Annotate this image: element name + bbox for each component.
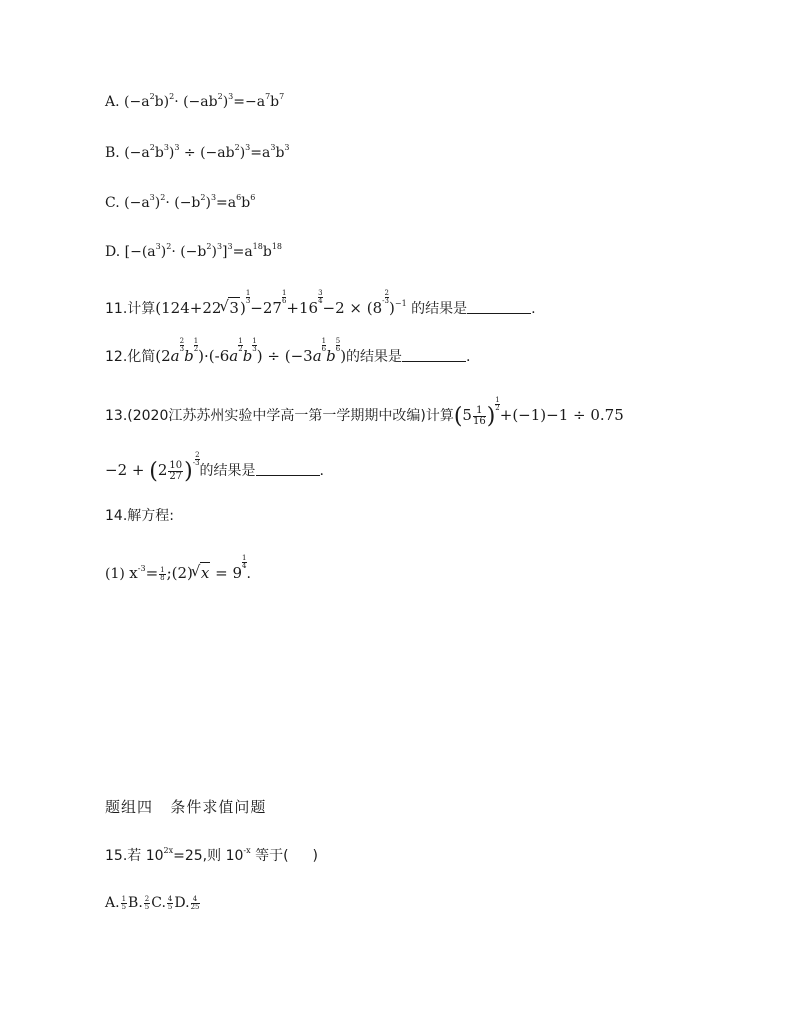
q14-part2-label: ;(2) xyxy=(166,564,193,582)
q11-suffix: 的结果是 xyxy=(411,301,468,317)
section-subtitle: 条件求值问题 xyxy=(170,798,267,816)
question-11 xyxy=(105,290,536,319)
q12-number: 12. xyxy=(105,349,128,365)
q14-equation-2: √ x = 9 $\frac{1}{4}$ xyxy=(193,564,247,582)
q15-text-c: 等于( xyxy=(255,848,289,864)
q12-end: . xyxy=(466,349,471,365)
q15-number: 15. xyxy=(105,848,128,864)
q15-opt-b-label: B. xyxy=(128,895,143,911)
question-14 xyxy=(105,506,174,526)
q14-text: 解方程: xyxy=(127,508,174,524)
q13-source: (2020江苏苏州实验中学高一第一学期期中改编) xyxy=(127,408,426,424)
option-c-expr: $(-a^3)^2\cdot (-b^2)^3=a^6b^6$ xyxy=(124,193,256,211)
q14-end: . xyxy=(246,566,251,582)
option-a xyxy=(105,92,284,112)
q11-answer-blank[interactable] xyxy=(467,301,531,314)
q13-verb: 计算 xyxy=(425,408,454,424)
q15-opt-c-value[interactable]: $\frac{4}{5}$ xyxy=(167,894,173,911)
q15-exp-b: -x xyxy=(243,846,251,855)
q13-answer-blank[interactable] xyxy=(256,463,320,476)
option-a-label: A. xyxy=(105,94,120,110)
q13-number: 13. xyxy=(105,408,128,424)
question-15 xyxy=(105,846,318,866)
question-14-equations xyxy=(105,555,251,584)
section-heading xyxy=(105,797,266,817)
q15-opt-a-label: A. xyxy=(105,895,120,911)
option-d-expr: $[-(a^3)^2\cdot (-b^2)^3]^3=a^{18}b^{18}$ xyxy=(124,242,283,260)
q13-expression-part1: (5 $\frac{1}{16}$ ) $\frac{1}{2}$ +(−1)−1 ÷ 0.75 xyxy=(453,396,624,429)
q14-equation-1: $x^{-3}=$ $\frac{1}{8}$ xyxy=(129,564,165,582)
q15-opt-d-label: D. xyxy=(174,895,190,911)
q14-number: 14. xyxy=(105,508,128,524)
q11-verb: 计算 xyxy=(127,301,156,317)
question-15-options xyxy=(105,893,201,913)
option-b xyxy=(105,143,290,163)
q11-expression: (124+22√ 3) $\frac{1}{3}$ −27 $\frac{1}{6}$ +16 $\frac{3}{4}$ −2 × (8 - $\frac{2}{3}$ )$^{-1}$ xyxy=(155,299,406,317)
question-13-cont xyxy=(105,452,324,482)
section-title: 题组四 xyxy=(105,798,154,816)
q13-suffix: 的结果是 xyxy=(199,463,256,479)
option-c xyxy=(105,193,255,213)
q15-text-b: =25,则 10 xyxy=(173,848,244,864)
q15-exp-a: 2x xyxy=(163,846,174,855)
q15-text-d: ) xyxy=(312,848,319,864)
q15-opt-a-value[interactable]: $\frac{1}{5}$ xyxy=(121,894,127,911)
q15-text-a: 若 10 xyxy=(127,848,164,864)
option-d xyxy=(105,242,282,262)
q12-suffix: 的结果是 xyxy=(346,349,403,365)
question-13 xyxy=(105,397,624,427)
q12-verb: 化简 xyxy=(127,349,156,365)
q14-part1-label: (1) xyxy=(105,566,125,582)
q15-opt-b-value[interactable]: $\frac{2}{5}$ xyxy=(144,894,150,911)
q13-end: . xyxy=(319,463,324,479)
question-12 xyxy=(105,338,471,367)
q12-answer-blank[interactable] xyxy=(402,349,466,362)
q15-opt-c-label: C. xyxy=(151,895,166,911)
q12-expression: (2a $\frac{2}{3}$ b $\frac{1}{2}$ )·(-6a $\frac{1}{2}$ b $\frac{1}{3}$ ) ÷ (−3a $\frac{1}{6}$ b $\frac{5}{6}$ ) xyxy=(155,337,347,365)
q11-number: 11. xyxy=(105,301,128,317)
option-b-expr: $(-a^2b^3)^3 \div (-ab^2)^3=a^3b^3$ xyxy=(124,143,290,161)
q11-end: . xyxy=(531,301,536,317)
option-c-label: C. xyxy=(105,195,120,211)
option-d-label: D. xyxy=(105,244,121,260)
q13-expression-part2: −2 + (2 $\frac{10}{27}$ ) - $\frac{2}{3}$ xyxy=(105,451,200,484)
option-a-expr: $(-a^2b)^2\cdot (-ab^2)^3=-a^7b^7$ xyxy=(124,92,285,110)
option-b-label: B. xyxy=(105,145,120,161)
q15-opt-d-value[interactable]: $\frac{4}{25}$ xyxy=(190,894,200,911)
